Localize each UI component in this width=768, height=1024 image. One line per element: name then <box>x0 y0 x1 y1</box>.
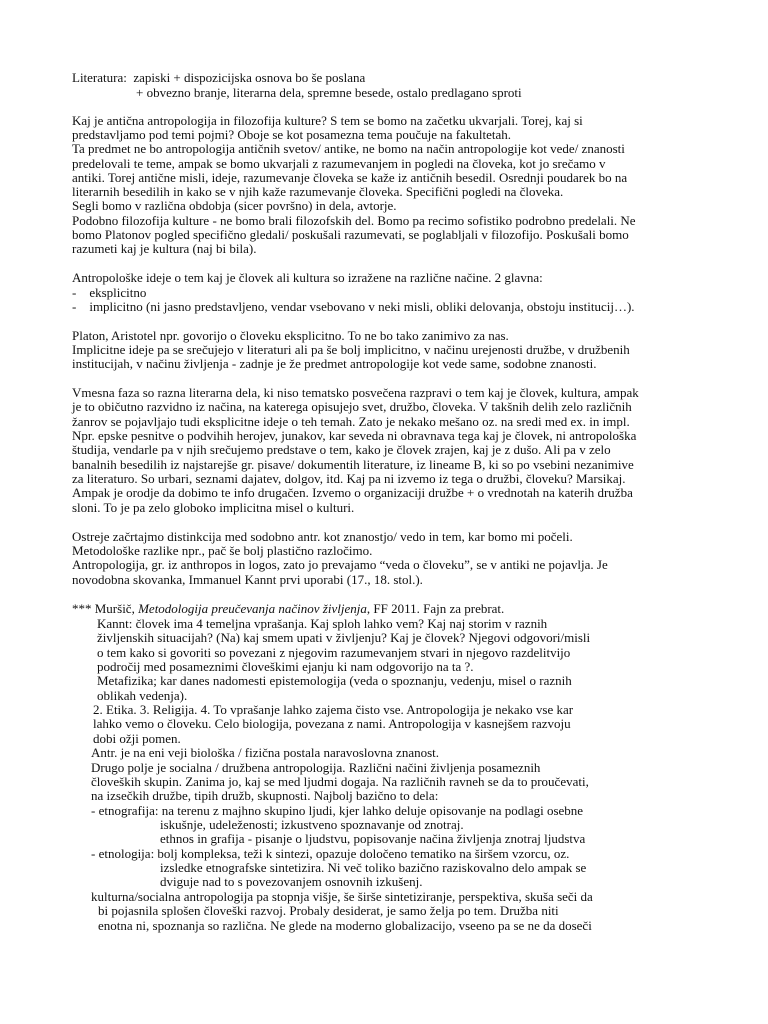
paragraph-line: banalnih besedilih iz najstarejše gr. pisave/ dokumentih literature, iz lineame B, ki so po vsebini nezanimive <box>72 457 634 472</box>
notes-line: - etnografija: na terenu z majhno skupino ljudi, kjer lahko deluje opisovanje na podlagi osebne <box>91 803 584 818</box>
paragraph-line: institucijah, v načinu življenja - zadnje je že predmet antropologije kot vede same, sodobne znanosti. <box>72 356 597 371</box>
paragraph-line: žanrov se pojavljajo tudi eksplicitne ideje o teh temah. Zato je nekako mešano oz. na sredi med ex. in impl. <box>72 414 630 429</box>
notes-line: - etnologija: bolj kompleksa, teži k sintezi, opazuje določeno tematiko na širšem vzorcu, oz. <box>91 846 570 861</box>
notes-line: oblikah vedenja). <box>97 688 188 703</box>
literature-line: Literatura: zapiski + dispozicijska osnova bo še poslana <box>72 70 366 85</box>
paragraph-line: Npr. epske pesnitve o podvihih herojev, junakov, kar seveda ni obravnava tega kaj je človek, ni antropološka <box>72 428 637 443</box>
list-item: - eksplicitno <box>72 285 147 300</box>
paragraph-line: Segli bomo v različna obdobja (sicer površno) in dela, avtorje. <box>72 198 397 213</box>
paragraph-line: Ampak je orodje da dobimo te info drugačen. Izvemo o organizaciji družbe + o vrednotah na katerih družba <box>72 485 633 500</box>
paragraph-line: Vmesna faza so razna literarna dela, ki niso tematsko posvečena razpravi o tem kaj je človek, kultura, ampak <box>72 385 639 400</box>
notes-line: iskušnje, udeleženosti; izkustveno spoznavanje od znotraj. <box>160 817 464 832</box>
paragraph-line: Implicitne ideje pa se srečujejo v literaturi ali pa še bolj implicitno, v načinu urejenosti družbe, v družbenih <box>72 342 630 357</box>
paragraph-line: je to običutno razvidno iz načina, na katerega opisujejo svet, družbo, človeka. V takšnih delih zelo različnih <box>72 399 632 414</box>
paragraph-line: Podobno filozofija kulture - ne bomo brali filozofskih del. Bomo pa recimo sofistiko podrobno predelali. Ne <box>72 213 636 228</box>
paragraph-line: za literaturo. So urbari, seznami dajatev, dolgov, itd. Kaj pa ni izvemo iz tega o družbi, človeku? Marsikaj. <box>72 471 626 486</box>
list-item: - implicitno (ni jasno predstavljeno, vendar vsebovano v neki misli, obliki delovanja, obstoju institucij…). <box>72 299 635 314</box>
paragraph-line: predstavljamo pod temi pojmi? Oboje se kot posamezna tema poučuje na fakultetah. <box>72 127 511 142</box>
notes-line: človeških skupin. Zanima jo, kaj se med ljudmi dogaja. Na različnih ravneh se da to proučevati, <box>91 774 589 789</box>
notes-line: Antr. je na eni veji biološka / fizična postala naravoslovna znanost. <box>91 745 440 760</box>
notes-line: na izsečkih družbe, tipih družb, skupnosti. Najbolj bazično to dela: <box>91 788 439 803</box>
paragraph-line: študija, vendarle pa v njih srečujemo predstave o tem, kako je človek zrajen, kaj je z dušo. Ali pa v zelo <box>72 442 611 457</box>
reference-title: Metodologija preučevanja načinov življenja <box>138 601 367 616</box>
notes-line: Drugo polje je socialna / družbena antropologija. Različni načini življenja posameznih <box>91 760 541 775</box>
notes-line: kulturna/socialna antropologija pa stopnja višje, še širše sintetiziranje, perspektiva, skuša seči da <box>91 889 593 904</box>
paragraph-line: Platon, Aristotel npr. govorijo o človeku eksplicitno. To ne bo tako zanimivo za nas. <box>72 328 509 343</box>
literature-line-cont: + obvezno branje, literarna dela, spremne besede, ostalo predlagano sproti <box>136 85 522 100</box>
paragraph-line: razumeti kaj je kultura (naj bi bila). <box>72 241 257 256</box>
paragraph-line: sloni. To je pa zelo globoko implicitna misel o kulturi. <box>72 500 355 515</box>
notes-line: izsledke etnografske sintetizira. Ni več toliko bazično raziskovalno delo ampak se <box>160 860 587 875</box>
notes-line: 2. Etika. 3. Religija. 4. To vprašanje lahko zajema čisto vse. Antropologija je nekako vse kar <box>93 702 574 717</box>
notes-line: dobi ožji pomen. <box>93 731 181 746</box>
notes-line: Kannt: človek ima 4 temeljna vprašanja. Kaj sploh lahko vem? Kaj naj storim v raznih <box>97 616 548 631</box>
paragraph-line: novodobna skovanka, Immanuel Kannt prvi uporabi (17., 18. stol.). <box>72 572 423 587</box>
notes-line: področij med posameznimi človeškimi ejanju ki nam odgovorijo na ta ?. <box>97 659 474 674</box>
reference-line <box>72 601 504 616</box>
paragraph-line: bomo Platonov pogled specifično gledali/ poskušali razumevati, se poglabljali v filozofijo. Poskušali bomo <box>72 227 629 242</box>
paragraph-line: Antropologija, gr. iz anthropos in logos, zato jo prevajamo “veda o človeku”, se v antiki ne pojavlja. Je <box>72 557 608 572</box>
notes-line: Metafizika; kar danes nadomesti epistemologija (veda o spoznanju, vedenju, misel o raznih <box>97 673 572 688</box>
notes-line: lahko vemo o človeku. Celo biologija, povezana z nami. Antropologija v kasnejšem razvoju <box>93 716 571 731</box>
notes-line: dviguje nad to s povezovanjem osnovnih izkušenj. <box>160 874 423 889</box>
paragraph-line: predelovali te teme, ampak se bomo ukvarjali z razumevanjem in pogledi na človeka, kot jo srečamo v <box>72 156 606 171</box>
paragraph-line: Metodološke razlike npr., pač še bolj plastično razločimo. <box>72 543 373 558</box>
notes-line: bi pojasnila splošen človeški razvoj. Probaly desiderat, je samo želja po tem. Družba niti <box>98 903 559 918</box>
paragraph-line: Ta predmet ne bo antropologija antičnih svetov/ antike, ne bomo na način antropologije kot vede/ znanosti <box>72 141 625 156</box>
paragraph-line: Antropološke ideje o tem kaj je človek ali kultura so izražene na različne načine. 2 glavna: <box>72 270 543 285</box>
paragraph-line: literarnih besedilih in kako se v njih kaže razumevanje človeka. Specifični pogledi na človeka. <box>72 184 564 199</box>
paragraph-line: antiki. Torej antične misli, ideje, razumevanje človeka se kaže iz antičnih besedil. Osrednji poudarek bo na <box>72 170 628 185</box>
notes-line: življenskih situacijah? (Na) kaj smem upati v življenju? Kaj je človek? Njegovi odgovori/misli <box>97 630 591 645</box>
notes-line: o tem kako si govoriti so povezani z njegovim razumevanjem stvari in njegovo razdelitvijo <box>97 645 571 660</box>
reference-author: *** Muršič, <box>72 601 139 616</box>
notes-line: ethnos in grafija - pisanje o ljudstvu, popisovanje načina življenja znotraj ljudstva <box>160 831 586 846</box>
reference-note: , FF 2011. Fajn za prebrat. <box>366 601 505 616</box>
notes-line: enotna ni, spoznanja so različna. Ne glede na moderno globalizacijo, vseeno pa se ne da doseči <box>98 918 592 933</box>
paragraph-line: Ostreje začrtajmo distinkcija med sodobno antr. kot znanostjo/ vedo in tem, kar bomo mi počeli. <box>72 529 573 544</box>
paragraph-line: Kaj je antična antropologija in filozofija kulture? S tem se bomo na začetku ukvarjali. Torej, kaj si <box>72 113 583 128</box>
